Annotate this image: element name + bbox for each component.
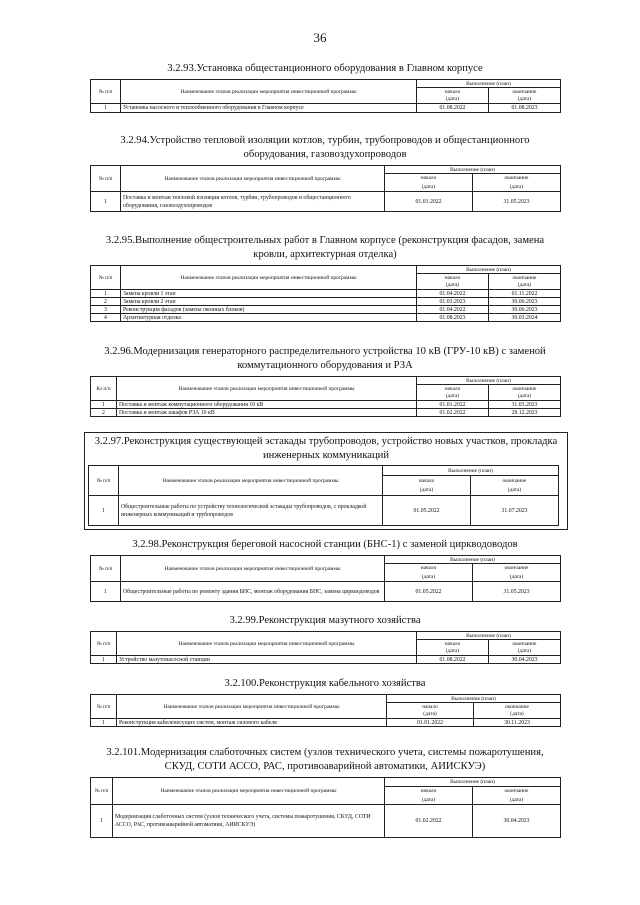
row-start: 01.05.2022 xyxy=(385,582,473,602)
row-end: 30.03.2024 xyxy=(489,314,561,322)
row-end: 01.08.2023 xyxy=(489,104,561,113)
col-header-num: № п/п xyxy=(91,778,113,805)
col-header-start: начало xyxy=(385,174,473,183)
row-start: 01.01.2022 xyxy=(387,719,474,727)
table-row xyxy=(91,401,561,409)
table-row xyxy=(91,104,561,113)
section-title: 3.2.100.Реконструкция кабельного хозяйства xyxy=(224,678,426,689)
col-header-start: начало xyxy=(383,476,471,486)
col-header-name: Наименование этапов реализации мероприятия инвестиционной программы xyxy=(121,266,417,290)
row-name: Замена кровли 2 этап xyxy=(121,298,417,306)
row-num: 1 xyxy=(91,192,121,212)
col-header-name: Наименование этапов реализации мероприятия инвестиционной программы xyxy=(121,166,385,192)
col-header-name: Наименование этапов реализации мероприятия инвестиционной программы xyxy=(117,377,417,401)
col-header-end-date: (дата) xyxy=(473,183,561,192)
row-num: 2 xyxy=(91,409,117,417)
col-header-start-date: (дата) xyxy=(383,486,471,496)
row-start: 01.02.2022 xyxy=(417,409,489,417)
section-3-2-100 xyxy=(90,677,560,727)
table-row xyxy=(91,582,561,602)
col-header-execution: Выполнение (план) xyxy=(383,466,559,476)
col-header-end: окончание xyxy=(489,385,561,393)
row-end: 30.04.2023 xyxy=(473,805,561,838)
col-header-start-date: (дата) xyxy=(417,393,489,401)
col-header-start: начало xyxy=(417,88,489,96)
table-row xyxy=(91,409,561,417)
col-header-name: Наименование этапов реализации мероприятия инвестиционной программы xyxy=(121,556,385,582)
row-end: 31.05.2023 xyxy=(473,582,561,602)
table-row xyxy=(91,314,561,322)
col-header-execution: Выполнение (план) xyxy=(385,556,561,564)
col-header-execution: Выполнение (план) xyxy=(417,632,561,640)
row-num: 1 xyxy=(91,104,121,113)
row-start: 01.03.2023 xyxy=(417,298,489,306)
schedule-table xyxy=(90,165,561,212)
col-header-start-date: (дата) xyxy=(385,183,473,192)
section-title: 3.2.97.Реконструкция существующей эстакады трубопроводов, устройство новых участков, прокладка инженерных коммуникаций xyxy=(94,436,558,461)
col-header-name: Наименование этапов реализации мероприятия инвестиционной программы xyxy=(121,80,417,104)
col-header-execution: Выполнение (план) xyxy=(417,266,561,274)
table-row xyxy=(91,805,561,838)
col-header-execution: Выполнение (план) xyxy=(385,778,561,787)
row-num: 2 xyxy=(91,298,121,306)
row-start: 01.02.2022 xyxy=(385,805,473,838)
section-3-2-96 xyxy=(90,345,560,417)
col-header-end-date: (дата) xyxy=(474,711,561,719)
row-name: Устройство мазутонасосной станции xyxy=(117,656,417,664)
col-header-start-date: (дата) xyxy=(385,796,473,805)
col-header-start-date: (дата) xyxy=(417,282,489,290)
col-header-end: окончание xyxy=(473,787,561,796)
row-num: 1 xyxy=(91,582,121,602)
table-row xyxy=(91,656,561,664)
row-start: 01.08.2022 xyxy=(417,656,489,664)
table-row xyxy=(91,298,561,306)
section-title: 3.2.95.Выполнение общестроительных работ в Главном корпусе (реконструкция фасадов, замена кровли, архитектурная отделка) xyxy=(105,235,545,260)
col-header-start: начало xyxy=(417,274,489,282)
section-3-2-93 xyxy=(90,62,560,113)
col-header-num: № п/п xyxy=(91,556,121,582)
col-header-name: Наименование этапов реализации мероприятия инвестиционной программы xyxy=(119,466,383,496)
schedule-table xyxy=(90,777,561,838)
row-num: 1 xyxy=(91,401,117,409)
col-header-start: начало xyxy=(417,640,489,648)
col-header-end-date: (дата) xyxy=(489,648,561,656)
col-header-end: окончание xyxy=(489,88,561,96)
col-header-end-date: (дата) xyxy=(489,282,561,290)
col-header-start: начало xyxy=(387,703,474,711)
section-3-2-98 xyxy=(90,538,560,602)
col-header-num: № п/п xyxy=(91,266,121,290)
section-title: 3.2.99.Реконструкция мазутного хозяйства xyxy=(229,615,421,626)
row-end: 31.03.2023 xyxy=(489,401,561,409)
col-header-num: № п/п xyxy=(91,80,121,104)
row-start: 01.04.2022 xyxy=(417,306,489,314)
col-header-end: окончание xyxy=(489,640,561,648)
schedule-table xyxy=(88,465,559,526)
section-title: 3.2.94.Устройство тепловой изоляции котлов, турбин, трубопроводов и общестанционного оборудования, газовоздухопроводов xyxy=(120,135,530,160)
section-title: 3.2.98.Реконструкция береговой насосной станции (БНС-1) с заменой циркводоводов xyxy=(132,539,518,550)
row-end: 01.11.2022 xyxy=(489,290,561,298)
row-name: Архитектурная отделка xyxy=(121,314,417,322)
col-header-execution: Выполнение (план) xyxy=(385,166,561,174)
table-row xyxy=(91,719,561,727)
row-end: 30.11.2023 xyxy=(474,719,561,727)
schedule-table xyxy=(90,376,561,417)
section-3-2-99 xyxy=(90,614,560,664)
row-start: 01.08.2022 xyxy=(417,104,489,113)
col-header-end: окончание xyxy=(489,274,561,282)
section-title: 3.2.93.Установка общестанционного оборудования в Главном корпусе xyxy=(167,63,483,74)
row-num: 3 xyxy=(91,306,121,314)
row-end: 31.05.2023 xyxy=(473,192,561,212)
col-header-end-date: (дата) xyxy=(489,393,561,401)
col-header-end-date: (дата) xyxy=(489,96,561,104)
row-num: 1 xyxy=(89,496,119,526)
row-start: 01.01.2022 xyxy=(385,192,473,212)
schedule-table xyxy=(90,694,561,727)
col-header-execution: Выполнение (план) xyxy=(387,695,561,703)
table-row xyxy=(91,306,561,314)
col-header-end-date: (дата) xyxy=(473,796,561,805)
col-header-start-date: (дата) xyxy=(417,96,489,104)
row-end: 30.06.2023 xyxy=(489,306,561,314)
row-name: Реконструкция фасадов (замена оконных блоков) xyxy=(121,306,417,314)
row-end: 30.04.2023 xyxy=(489,656,561,664)
col-header-name: Наименование этапов реализации мероприятия инвестиционной программы xyxy=(117,632,417,656)
row-num: 1 xyxy=(91,719,117,727)
row-num: 4 xyxy=(91,314,121,322)
col-header-num: № п/п xyxy=(91,166,121,192)
row-start: 01.04.2022 xyxy=(417,290,489,298)
col-header-end: окончание xyxy=(471,476,559,486)
row-name: Модернизация слаботочных систем (узлов технического учета, системы пожаротушения, СКУД, СОТИ АССО, РАС, противоаварийной автоматики, АИИСКУЭ) xyxy=(113,805,385,838)
col-header-start: начало xyxy=(385,787,473,796)
col-header-start-date: (дата) xyxy=(417,648,489,656)
row-start: 01.01.2022 xyxy=(417,401,489,409)
table-row xyxy=(91,290,561,298)
row-end: 31.07.2023 xyxy=(471,496,559,526)
col-header-end-date: (дата) xyxy=(473,573,561,582)
page-number: 36 xyxy=(313,30,327,45)
row-end: 30.06.2023 xyxy=(489,298,561,306)
section-3-2-94 xyxy=(90,134,560,212)
row-end: 28.12.2023 xyxy=(489,409,561,417)
row-num: 1 xyxy=(91,290,121,298)
section-title: 3.2.101.Модернизация слаботочных систем (узлов технического учета, системы пожаротушения, СКУД, СОТИ АССО, РАС, противоаварийной автоматики, АИИСКУЭ) xyxy=(106,747,544,772)
col-header-num: № п/п xyxy=(91,695,117,719)
row-name: Замена кровли 1 этап xyxy=(121,290,417,298)
col-header-name: Наименование этапов реализации мероприятия инвестиционной программы xyxy=(113,778,385,805)
row-num: 1 xyxy=(91,805,113,838)
col-header-num: № п/п xyxy=(91,632,117,656)
row-name: Поставка и монтаж коммутационного оборудования 10 кВ xyxy=(117,401,417,409)
row-name: Общестроительные работы по устройству технологической эстакады трубопроводов, с прокладкой инженерных коммуникаций и трубопроводов xyxy=(119,496,383,526)
row-start: 01.08.2023 xyxy=(417,314,489,322)
col-header-end: окончание xyxy=(474,703,561,711)
section-3-2-95 xyxy=(90,234,560,322)
col-header-num: № п/п xyxy=(89,466,119,496)
schedule-table xyxy=(90,79,561,113)
col-header-execution: Выполнение (план) xyxy=(417,377,561,385)
section-3-2-97 xyxy=(84,432,568,530)
col-header-end: окончание xyxy=(473,174,561,183)
col-header-start-date: (дата) xyxy=(387,711,474,719)
row-start: 01.05.2022 xyxy=(383,496,471,526)
col-header-start-date: (дата) xyxy=(385,573,473,582)
col-header-start: начало xyxy=(417,385,489,393)
schedule-table xyxy=(90,555,561,602)
schedule-table xyxy=(90,265,561,322)
col-header-start: начало xyxy=(385,564,473,573)
section-title: 3.2.96.Модернизация генераторного распределительного устройства 10 кВ (ГРУ-10 кВ) с заменой коммутационного оборудования и РЗА xyxy=(104,346,546,371)
schedule-table xyxy=(90,631,561,664)
col-header-end-date: (дата) xyxy=(471,486,559,496)
row-name: Поставка и монтаж шкафов РЗА 10 кВ xyxy=(117,409,417,417)
col-header-end: окончание xyxy=(473,564,561,573)
table-row xyxy=(89,496,559,526)
row-num: 1 xyxy=(91,656,117,664)
col-header-name: Наименование этапов реализации мероприятия инвестиционной программы xyxy=(117,695,387,719)
col-header-num: Кз п/п xyxy=(91,377,117,401)
col-header-execution: Выполнение (план) xyxy=(417,80,561,88)
row-name: Установка насосного и теплообменного оборудования в Главном корпусе xyxy=(121,104,417,113)
table-row xyxy=(91,192,561,212)
row-name: Общестроительные работы по ремонту здания БНС, монтаж оборудования БНС, замена циркводоводов xyxy=(121,582,385,602)
row-name: Реконструкция кабеленесущих систем, монтаж силового кабеля xyxy=(117,719,387,727)
row-name: Поставка и монтаж тепловой изоляции котлов, турбин, трубопроводов и общестанционного оборудования, газовоздухопроводов xyxy=(121,192,385,212)
section-3-2-101 xyxy=(90,746,560,838)
